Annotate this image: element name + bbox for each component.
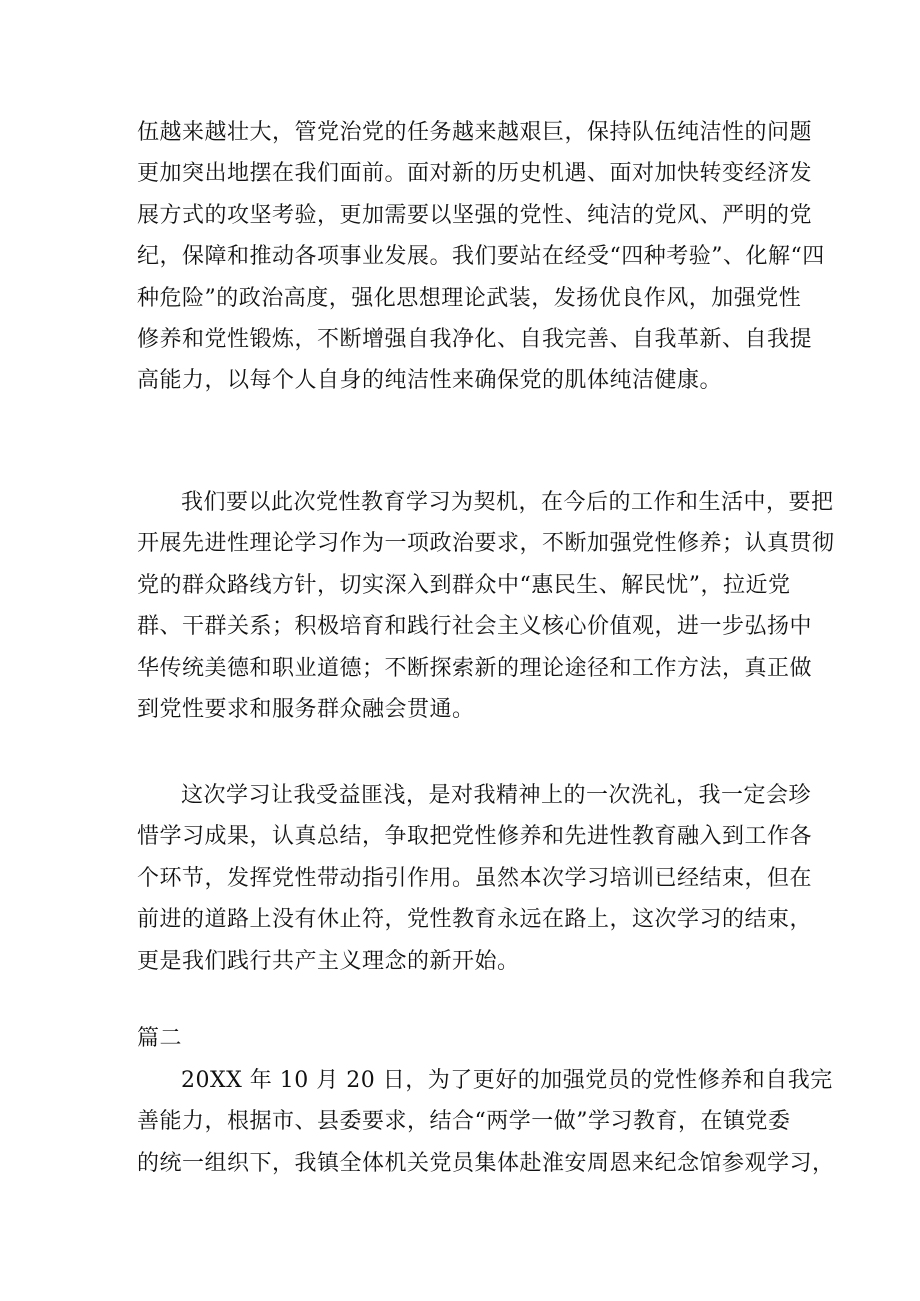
paragraph-line: 群、干群关系；积极培育和践行社会主义核心价值观，进一步弘扬中: [137, 614, 813, 640]
paragraph-1: [137, 112, 825, 402]
paragraph-line: 个环节，发挥党性带动指引作用。虽然本次学习培训已经结束，但在: [137, 865, 813, 891]
paragraph-4: [137, 1060, 835, 1184]
paragraph-line: 更是我们践行共产主义理念的新开始。: [137, 948, 520, 974]
paragraph-line: 的统一组织下，我镇全体机关党员集体赴淮安周恩来纪念馆参观学习，: [137, 1150, 835, 1176]
paragraph-line: 党的群众路线方针，切实深入到群众中“惠民生、解民忧”，拉近党: [137, 572, 791, 598]
paragraph-line: 惜学习成果，认真总结，争取把党性修养和先进性教育融入到工作各: [137, 824, 813, 850]
paragraph-line: 20XX 年 10 月 20 日，为了更好的加强党员的党性修养和自我完: [181, 1068, 833, 1093]
section-heading: [137, 1018, 797, 1059]
paragraph-line: 高能力，以每个人自身的纯洁性来确保党的肌体纯洁健康。: [137, 368, 723, 394]
paragraph-2: [137, 482, 835, 730]
section-heading-text: 篇二: [137, 1026, 183, 1051]
paragraph-line: 我们要以此次党性教育学习为契机，在今后的工作和生活中，要把: [181, 490, 834, 515]
paragraph-3: [137, 775, 813, 982]
paragraph-line: 前进的道路上没有休止符，党性教育永远在路上，这次学习的结束，: [137, 907, 813, 933]
paragraph-line: 修养和党性锻炼，不断增强自我净化、自我完善、自我革新、自我提: [137, 326, 813, 352]
paragraph-line: 开展先进性理论学习作为一项政治要求，不断加强党性修养；认真贯彻: [137, 531, 835, 557]
paragraph-line: 到党性要求和服务群众融会贯通。: [137, 696, 475, 722]
paragraph-line: 这次学习让我受益匪浅，是对我精神上的一次洗礼，我一定会珍: [181, 783, 812, 808]
paragraph-line: 华传统美德和职业道德；不断探索新的理论途径和工作方法，真正做: [137, 655, 813, 681]
paragraph-line: 伍越来越壮大，管党治党的任务越来越艰巨，保持队伍纯洁性的问题: [137, 120, 813, 145]
paragraph-line: 纪，保障和推动各项事业发展。我们要站在经受“四种考验”、化解“四: [137, 244, 825, 270]
paragraph-line: 种危险”的政治高度，强化思想理论武装，发扬优良作风，加强党性: [137, 285, 802, 311]
paragraph-line: 展方式的攻坚考验，更加需要以坚强的党性、纯洁的党风、严明的党: [137, 202, 813, 228]
paragraph-line: 善能力，根据市、县委要求，结合“两学一做”学习教育，在镇党委: [137, 1109, 791, 1135]
paragraph-line: 更加突出地摆在我们面前。面对新的历史机遇、面对加快转变经济发: [137, 161, 813, 187]
